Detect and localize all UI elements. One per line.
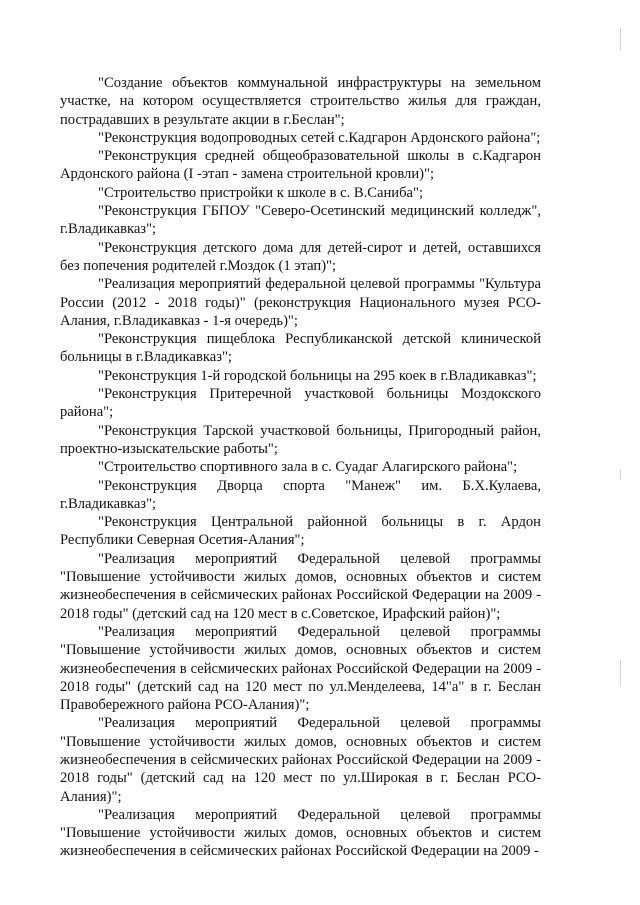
scan-margin-mark (620, 660, 621, 686)
list-paragraph: "Реконструкция Притеречной участковой больницы Моздокского района"; (60, 386, 541, 421)
document-body (60, 74, 541, 861)
list-paragraph: "Реконструкция ГБПОУ "Северо-Осетинский медицинский колледж", г.Владикавказ"; (60, 203, 541, 238)
list-paragraph: "Реализация мероприятий федеральной целевой программы "Культура России (2012 - 2018 годы)" (реконструкция Национального музея РСО-Алания, г.Владикавказ - 1-я очередь)"; (60, 276, 541, 329)
list-paragraph: "Реконструкция средней общеобразовательной школы в с.Кадгарон Ардонского района (I -этап - замена строительной кровли)"; (60, 148, 541, 183)
list-paragraph: "Реконструкция Дворца спорта "Манеж" им. Б.Х.Кулаева, г.Владикавказ"; (60, 477, 541, 512)
list-paragraph: "Реконструкция детского дома для детей-сирот и детей, оставшихся без попечения родителей г.Моздок (1 этап)"; (60, 239, 541, 274)
list-paragraph: "Реализация мероприятий Федеральной целевой программы "Повышение устойчивости жилых домов, основных объектов и систем жизнеобеспечения в сейсмических районах Российской Федерации на 2009 - 2018 годы" (детский сад на 120 мест по ул.Менделеева, 14"а" в г. Беслан Правобережного района РСО-Алания)"; (60, 623, 541, 714)
list-paragraph: "Реализация мероприятий Федеральной целевой программы "Повышение устойчивости жилых домов, основных объектов и систем жизнеобеспечения в сейсмических районах Российской Федерации на 2009 - 2018 годы" (детский сад на 120 мест по ул.Широкая в г. Беслан РСО-Алания)"; (60, 715, 541, 805)
scan-margin-mark (620, 28, 621, 50)
list-paragraph: "Реализация мероприятий Федеральной целевой программы "Повышение устойчивости жилых домов, основных объектов и систем жизнеобеспечения в сейсмических районах Российской Федерации на 2009 - (60, 806, 541, 860)
list-paragraph: "Реконструкция пищеблока Республиканской детской клинической больницы в г.Владикавказ"; (60, 331, 541, 366)
list-paragraph: "Реконструкция водопроводных сетей с.Кадгарон Ардонского района"; (98, 129, 541, 146)
list-paragraph: "Строительство спортивного зала в с. Суадаг Алагирского района"; (98, 459, 518, 476)
list-paragraph: "Реконструкция Центральной районной больницы в г. Ардон Республики Северная Осетия-Алания"; (60, 514, 541, 549)
list-paragraph: "Реконструкция 1-й городской больницы на 295 коек в г.Владикавказ"; (98, 367, 537, 384)
list-paragraph: "Строительство пристройки к школе в с. В.Саниба"; (98, 184, 424, 201)
scan-margin-mark (620, 470, 621, 480)
list-paragraph: "Реконструкция Тарской участковой больницы, Пригородный район, проектно-изыскательские работы"; (60, 422, 541, 457)
list-paragraph: "Создание объектов коммунальной инфраструктуры на земельном участке, на котором осуществляется строительство жилья для граждан, пострадавших в результате акции в г.Беслан"; (60, 75, 541, 128)
list-paragraph: "Реализация мероприятий Федеральной целевой программы "Повышение устойчивости жилых домов, основных объектов и систем жизнеобеспечения в сейсмических районах Российской Федерации на 2009 - 2018 годы" (детский сад на 120 мест в с.Советское, Ирафский район)"; (60, 550, 541, 622)
